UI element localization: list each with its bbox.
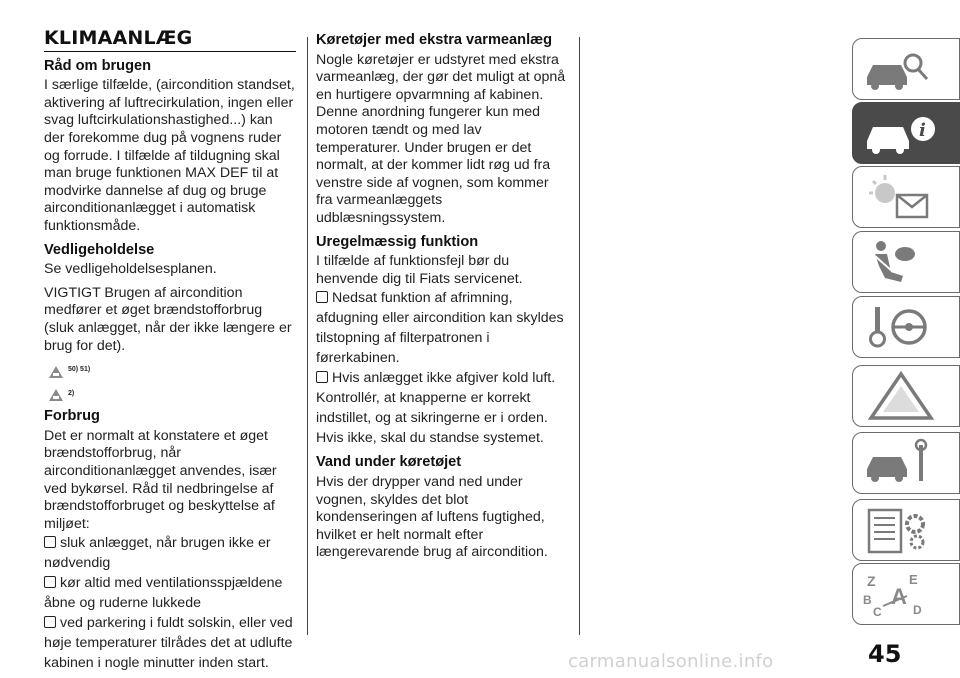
middle-column [316,30,566,568]
watermark: carmanualsonline.info [568,651,774,672]
specs-gear-icon [861,504,941,558]
warning-reference-1 [48,361,296,379]
heading-forbrug: Forbrug [44,408,100,425]
tab-maintenance[interactable] [852,432,960,494]
paragraph-vand: Hvis der drypper vand ned under vognen, skyldes det blot kondenseringen af luftens fugtighed, hvilket er helt normalt efter længerevarende brug af aircondition. [316,473,548,561]
warning-reference-2 [48,385,296,403]
bullet-text: Kontrollér, at knapperne er korrekt [316,390,531,407]
section-title: KLIMAANLÆG [44,30,296,52]
page-number: 45 [868,640,902,668]
alphabet-index-icon [861,568,941,622]
bullet-text: Hvis anlægget ikke afgiver kold luft. [332,370,556,387]
bullet-box-icon [44,576,56,588]
svg-text:D: D [913,603,922,617]
column-divider-right [579,37,580,635]
paragraph-vigtigt: VIGTIGT Brugen af aircondition medfører et øget brændstofforbrug (sluk anlægget, når der ikke længere er brug for det). [44,284,292,354]
bullet-text: kør altid med ventilationsspjældene [60,575,283,592]
bullet-text: høje temperaturer tilrådes det at udlufte [44,635,293,652]
svg-text:B: B [863,593,872,607]
bullet-box-icon [44,536,56,548]
svg-text:i: i [919,120,926,141]
paragraph-raad: I særlige tilfælde, (aircondition standset, aktivering af luftrecirkulation, ingen eller svag luftcirkulationshastighed...) kan der forekomme dug på vognens ruder og forrude. I tilfælde af tildugning skal man bruge funktionen MAX DEF til at modvirke dannelse af dug og bruge airconditionanlægget i automatisk funktionsmåde. [44,77,295,234]
bullet-text: kabinen i nogle minutter inden start. [44,655,269,672]
paragraph-ekstra: Nogle køretøjer er udstyret med ekstra varmeanlæg, der gør det muligt at opnå en hurtigere opvarmning af kabinen. Denne anordning fungerer kun med motoren tændt og med lav temperaturer. Under brugen er det normalt, at der kommer lidt røg ud fra venstre side af vognen, som kommer fra varmeanlæggets udblæsningssystem. [316,51,566,226]
warning-car-icon [48,388,64,402]
tab-car-info[interactable] [852,102,960,164]
bullet-text: åbne og ruderne lukkede [44,595,201,612]
warning-triangle-icon [861,370,941,424]
bullet-text: tilstopning af filterpatronen i førerkabinen. [316,330,490,367]
tab-starting-driving[interactable] [852,296,960,358]
heading-vand-under: Vand under køretøjet [316,454,462,471]
svg-text:Z: Z [867,573,876,589]
tab-index[interactable] [852,563,960,625]
key-steering-wheel-icon [861,301,941,355]
bullet-item [44,533,296,573]
warning-ref-text: 2) [68,389,75,397]
bullet-box-icon [44,616,56,628]
tab-technical-data[interactable] [852,499,960,561]
bullet-box-icon [316,291,328,303]
heading-raad-om-brugen: Råd om brugen [44,57,152,74]
svg-text:C: C [873,605,882,619]
seat-airbag-icon [861,236,941,290]
heading-ekstra-varmeanlaeg: Køretøjer med ekstra varmeanlæg [316,32,553,48]
left-column [44,27,296,673]
warning-car-icon [48,365,64,379]
bullet-text: sluk anlægget, når brugen ikke er [60,535,271,552]
tab-lights-messages[interactable] [852,166,960,228]
svg-text:E: E [909,572,918,587]
tab-emergency[interactable] [852,365,960,427]
car-magnifier-icon [861,43,941,97]
bullet-item [44,573,296,613]
bullet-box-icon [316,371,328,383]
bullet-text: indstillet, og at sikringerne er i orden. [316,410,548,427]
paragraph-uregel: I tilfælde af funktionsfejl bør du henvende dig til Fiats servicenet. [316,253,523,287]
bullet-text: nødvendig [44,555,111,572]
paragraph-forbrug: Det er normalt at konstatere et øget brændstofforbrug, når airconditionanlægget anvendes, især ved bykørsel. Råd til nedbringelse af brændstofforbruget og beskyttelse af miljøet: [44,427,277,532]
heading-vedligeholdelse: Vedligeholdelse [44,241,155,258]
svg-text:A: A [891,584,907,609]
heading-uregelmaessig: Uregelmæssig funktion [316,233,479,250]
column-divider [307,37,308,635]
light-envelope-icon [861,171,941,225]
warning-ref-text: 50) 51) [68,366,91,374]
tab-safety[interactable] [852,231,960,293]
bullet-text: ved parkering i fuldt solskin, eller ved [60,615,293,632]
bullet-item [316,368,566,448]
paragraph-vedligeholdelse: Se vedligeholdelsesplanen. [44,261,217,278]
bullet-item [316,288,566,368]
car-wrench-icon [861,437,941,491]
bullet-text: Hvis ikke, skal du standse systemet. [316,430,544,447]
bullet-text: afdugning eller aircondition kan skyldes [316,310,564,327]
car-info-icon [861,107,941,161]
bullet-text: Nedsat funktion af afrimning, [332,290,513,307]
tab-car-magnifier[interactable] [852,38,960,100]
bullet-item [44,613,296,673]
